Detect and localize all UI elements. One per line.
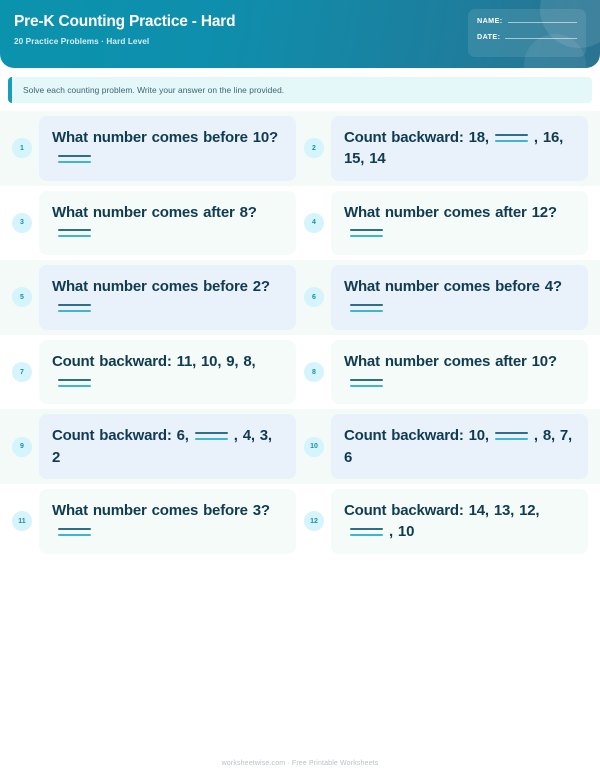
problem-number-badge: 9 [12,437,32,457]
problem-number-badge: 8 [304,362,324,382]
name-date-box [468,9,586,57]
answer-blank[interactable] [350,304,383,313]
question-suffix: , 8, 7, 6 [344,427,573,466]
question-text [344,276,575,319]
question-suffix: , 10 [389,523,415,541]
problem-card [331,191,588,256]
question-text [52,425,283,468]
answer-blank[interactable] [195,432,228,441]
question-prefix: What number comes before 10? [52,129,278,146]
worksheet-footer [0,750,600,776]
problem-number-badge: 11 [12,511,32,531]
question-text [344,202,575,245]
problem-number-badge: 4 [304,213,324,233]
problem-card [39,414,296,479]
date-label: DATE: [477,32,501,42]
question-prefix: What number comes after 12? [344,203,557,221]
problem-row [0,409,600,484]
name-label: NAME: [477,16,503,25]
question-prefix: Count backward: 14, 13, 12, [344,501,540,519]
problem-cell [300,489,592,554]
worksheet-header [0,0,600,68]
problem-row [0,484,600,559]
instructions-banner [8,77,592,103]
question-prefix: Count backward: 11, 10, 9, 8, [52,352,256,370]
question-text [52,276,283,319]
answer-blank[interactable] [350,229,383,238]
answer-blank[interactable] [58,528,91,537]
problem-card [331,265,588,330]
problem-number-badge: 1 [12,138,32,158]
problem-card [331,116,588,181]
problem-cell [8,265,300,330]
problem-row [0,186,600,261]
question-text [52,500,283,543]
problem-cell [8,191,300,256]
date-write-line[interactable] [505,38,577,39]
problem-card [39,116,296,181]
problem-number-badge: 10 [304,437,324,457]
question-prefix: What number comes before 2? [52,278,270,296]
problem-number-badge: 2 [304,138,324,158]
problem-card [331,414,588,479]
question-suffix: , 16, 15, 14 [344,129,564,168]
question-text [344,425,575,468]
answer-blank[interactable] [58,304,91,313]
problem-cell [300,340,592,405]
problem-card [39,191,296,256]
question-prefix: Count backward: 18, [344,129,489,146]
question-prefix: Count backward: 10, [344,427,489,445]
answer-blank[interactable] [495,134,528,143]
name-write-line[interactable] [508,22,577,23]
problem-number-badge: 6 [304,287,324,307]
question-prefix: What number comes after 8? [52,203,257,221]
question-prefix: What number comes after 10? [344,352,557,370]
instructions-text: Solve each counting problem. Write your answer on the line provided. [23,85,285,95]
header-text-block [14,13,235,46]
problem-card [331,340,588,405]
problem-cell [300,116,592,181]
problem-cell [300,265,592,330]
answer-blank[interactable] [350,379,383,388]
date-field-row[interactable] [477,33,577,40]
answer-blank[interactable] [350,528,383,537]
problem-cell [300,414,592,479]
problem-row [0,111,600,186]
problem-number-badge: 5 [12,287,32,307]
answer-blank[interactable] [58,379,91,388]
footer-text: worksheetwise.com · Free Printable Worksheets [221,759,379,767]
problem-cell [300,191,592,256]
problem-number-badge: 7 [12,362,32,382]
problem-card [39,265,296,330]
question-prefix: What number comes before 3? [52,501,270,519]
answer-blank[interactable] [495,432,528,441]
question-text [344,500,575,543]
name-field-row[interactable] [477,17,577,24]
problem-card [39,340,296,405]
question-suffix: , 4, 3, 2 [52,427,272,466]
problem-number-badge: 3 [12,213,32,233]
question-text [52,351,283,394]
page-title: Pre-K Counting Practice - Hard [14,13,236,30]
answer-blank[interactable] [58,155,91,164]
problem-cell [8,489,300,554]
problem-grid [0,103,600,750]
problem-card [39,489,296,554]
problem-row [0,260,600,335]
question-prefix: Count backward: 6, [52,427,189,445]
page-subtitle: 20 Practice Problems · Hard Level [14,36,150,46]
question-text [52,202,283,245]
problem-cell [8,116,300,181]
problem-row [0,335,600,410]
question-text [344,351,575,394]
problem-cell [8,414,300,479]
question-text [52,127,283,170]
question-prefix: What number comes before 4? [344,278,562,296]
answer-blank[interactable] [58,229,91,238]
problem-cell [8,340,300,405]
question-text [344,127,575,170]
problem-number-badge: 12 [304,511,324,531]
problem-card [331,489,588,554]
